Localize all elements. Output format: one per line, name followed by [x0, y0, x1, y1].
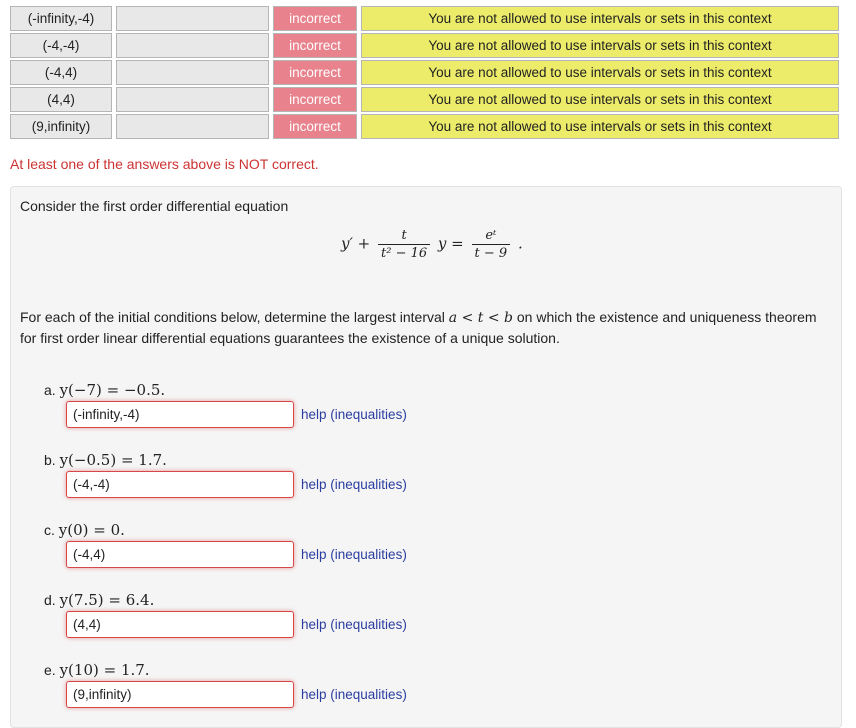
fraction-denominator: t² − 16: [381, 246, 428, 261]
problem-panel: [10, 186, 842, 728]
answer-preview: [116, 87, 269, 112]
entered-answer: (-4,4): [10, 60, 112, 85]
initial-condition: y(−7) = −0.5.: [59, 381, 166, 399]
fraction-denominator: t − 9: [474, 246, 508, 261]
status-badge: incorrect: [273, 33, 357, 58]
description-text: on which the existence and uniqueness theorem for first order linear differential equations guarantees the existence of a unique solution.: [20, 309, 817, 346]
initial-condition: y(0) = 0.: [58, 521, 125, 539]
help-link[interactable]: help (inequalities): [301, 687, 407, 702]
help-link[interactable]: help (inequalities): [301, 407, 407, 422]
part-label: [44, 521, 125, 539]
result-message: You are not allowed to use intervals or sets in this context: [361, 114, 839, 139]
answer-preview: [116, 114, 269, 139]
result-message: You are not allowed to use intervals or sets in this context: [361, 6, 839, 31]
result-message: You are not allowed to use intervals or sets in this context: [361, 60, 839, 85]
entered-answer: (9,infinity): [10, 114, 112, 139]
entered-answer: (-infinity,-4): [10, 6, 112, 31]
status-badge: incorrect: [273, 87, 357, 112]
entered-answer: (4,4): [10, 87, 112, 112]
initial-condition: y(7.5) = 6.4.: [59, 591, 155, 609]
status-badge: incorrect: [273, 6, 357, 31]
part-letter: b.: [44, 452, 56, 468]
entered-answer: (-4,-4): [10, 33, 112, 58]
answer-preview: [116, 6, 269, 31]
part-letter: c.: [44, 522, 55, 538]
equation-middle: y =: [437, 234, 464, 253]
coefficient-fraction: [378, 227, 430, 262]
part-label: [44, 381, 165, 399]
problem-intro: Consider the first order differential equation: [20, 198, 289, 214]
status-badge: incorrect: [273, 60, 357, 85]
part-label: [44, 661, 150, 679]
part-letter: d.: [44, 592, 56, 608]
initial-condition: y(−0.5) = 1.7.: [59, 451, 167, 469]
answer-preview: [116, 60, 269, 85]
description-text: For each of the initial conditions below, determine the largest interval: [20, 309, 445, 325]
help-link[interactable]: help (inequalities): [301, 547, 407, 562]
part-label: [44, 591, 154, 609]
result-message: You are not allowed to use intervals or sets in this context: [361, 33, 839, 58]
answer-input[interactable]: (9,infinity): [66, 681, 294, 708]
fraction-numerator: eᵗ: [472, 227, 511, 245]
part-label: [44, 451, 167, 469]
problem-description: [20, 307, 830, 348]
status-badge: incorrect: [273, 114, 357, 139]
answer-input[interactable]: (4,4): [66, 611, 294, 638]
equation-end: .: [517, 234, 523, 253]
initial-condition: y(10) = 1.7.: [59, 661, 150, 679]
fraction-numerator: t: [378, 227, 430, 245]
incorrect-warning: At least one of the answers above is NOT correct.: [10, 156, 319, 172]
answer-preview: [116, 33, 269, 58]
help-link[interactable]: help (inequalities): [301, 477, 407, 492]
answer-input[interactable]: (-4,4): [66, 541, 294, 568]
differential-equation: [341, 227, 523, 262]
description-math: a < t < b: [448, 310, 513, 326]
help-link[interactable]: help (inequalities): [301, 617, 407, 632]
equation-lhs: y′ +: [341, 234, 371, 253]
answer-input[interactable]: (-infinity,-4): [66, 401, 294, 428]
part-letter: e.: [44, 662, 56, 678]
result-message: You are not allowed to use intervals or sets in this context: [361, 87, 839, 112]
forcing-fraction: [472, 227, 511, 262]
part-letter: a.: [44, 382, 56, 398]
answer-input[interactable]: (-4,-4): [66, 471, 294, 498]
